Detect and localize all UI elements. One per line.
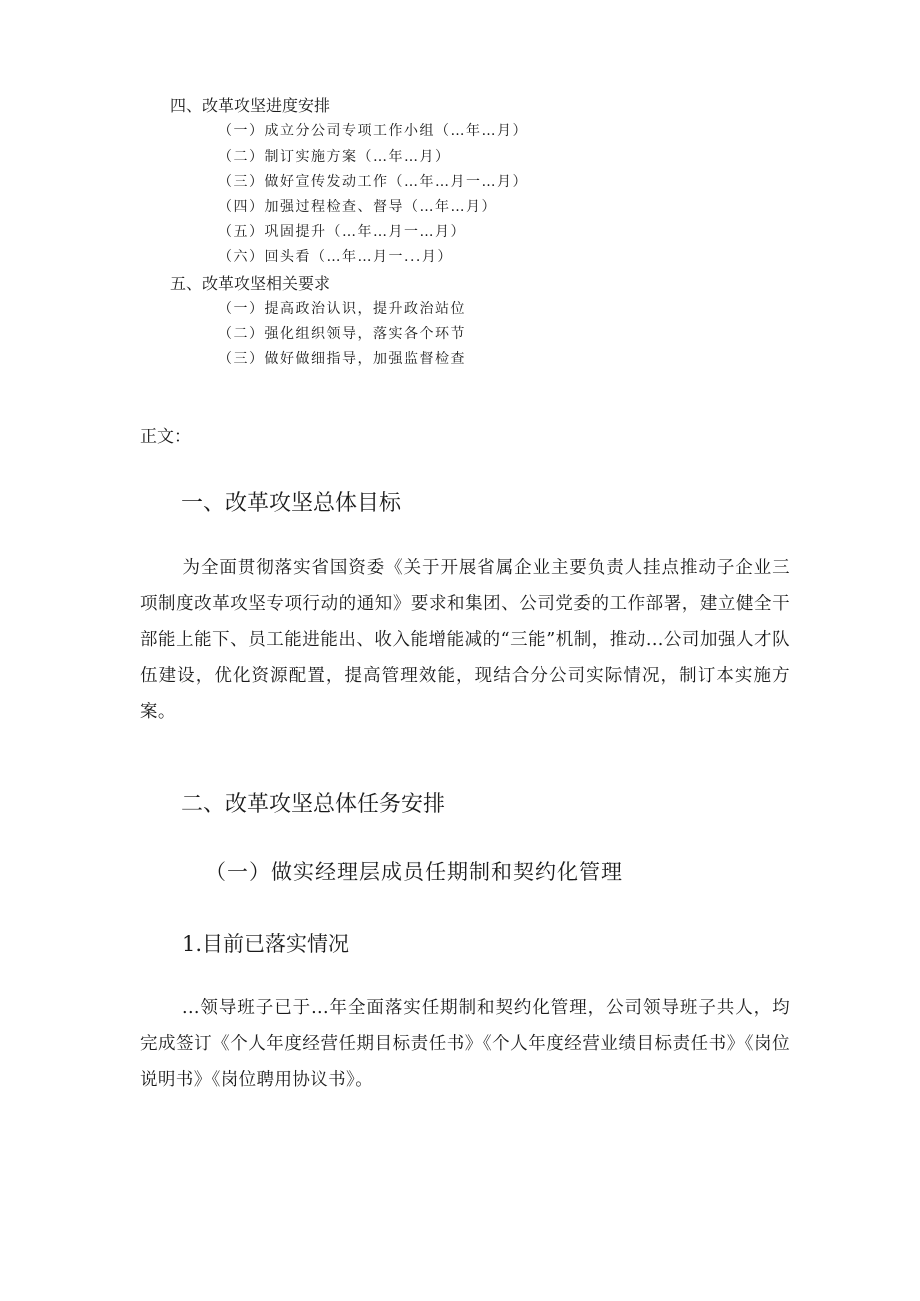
subsubsection-heading: 1.目前已落实情况 xyxy=(182,932,350,956)
outline-item: （五）巩固提升（…年…月一…月） xyxy=(218,224,466,240)
outline-item: （三）做好做细指导，加强监督检查 xyxy=(218,351,466,367)
paragraph-text: 为全面贯彻落实省国资委《关于开展省属企业主要负责人挂点推动子企业三项制度改革攻坚专项行动的通知》要求和集团、公司党委的工作部署，建立健全干部能上能下、员工能进能出、收入能增能减的“三能”机制，推动...公司加强人才队伍建设，优化资源配置，提高管理效能，现结合分公司实际情况，制订本实施方案。 xyxy=(140,558,790,722)
paragraph-text: ...领导班子已于...年全面落实任期制和契约化管理，公司领导班子共人，均完成签订《个人年度经营任期目标责任书》《个人年度经营业绩目标责任书》《岗位说明书》《岗位聘用协议书》。 xyxy=(140,998,790,1090)
outline-item: （六）回头看（…年…月一...月） xyxy=(218,249,453,265)
outline-item: （四）加强过程检查、督导（…年…月） xyxy=(218,199,497,215)
body-paragraph-2 xyxy=(140,990,790,1098)
outline-item: （一）成立分公司专项工作小组（…年…月） xyxy=(218,123,528,139)
outline-item: （二）制订实施方案（…年…月） xyxy=(218,149,451,165)
subsection-heading: （一）做实经理层成员任期制和契约化管理 xyxy=(205,860,623,884)
outline-item: （三）做好宣传发动工作（…年…月一…月） xyxy=(218,174,528,190)
outline-section-5-heading: 五、改革攻坚相关要求 xyxy=(170,274,331,293)
body-paragraph-1 xyxy=(140,550,790,730)
outline-section-4-heading: 四、改革攻坚进度安排 xyxy=(170,96,331,115)
outline-item: （二）强化组织领导，落实各个环节 xyxy=(218,326,466,342)
outline-item: （一）提高政治认识，提升政治站位 xyxy=(218,301,466,317)
body-label: 正文： xyxy=(140,427,191,447)
section-heading-1: 一、改革攻坚总体目标 xyxy=(181,491,402,516)
section-heading-2: 二、改革攻坚总体任务安排 xyxy=(181,792,446,817)
